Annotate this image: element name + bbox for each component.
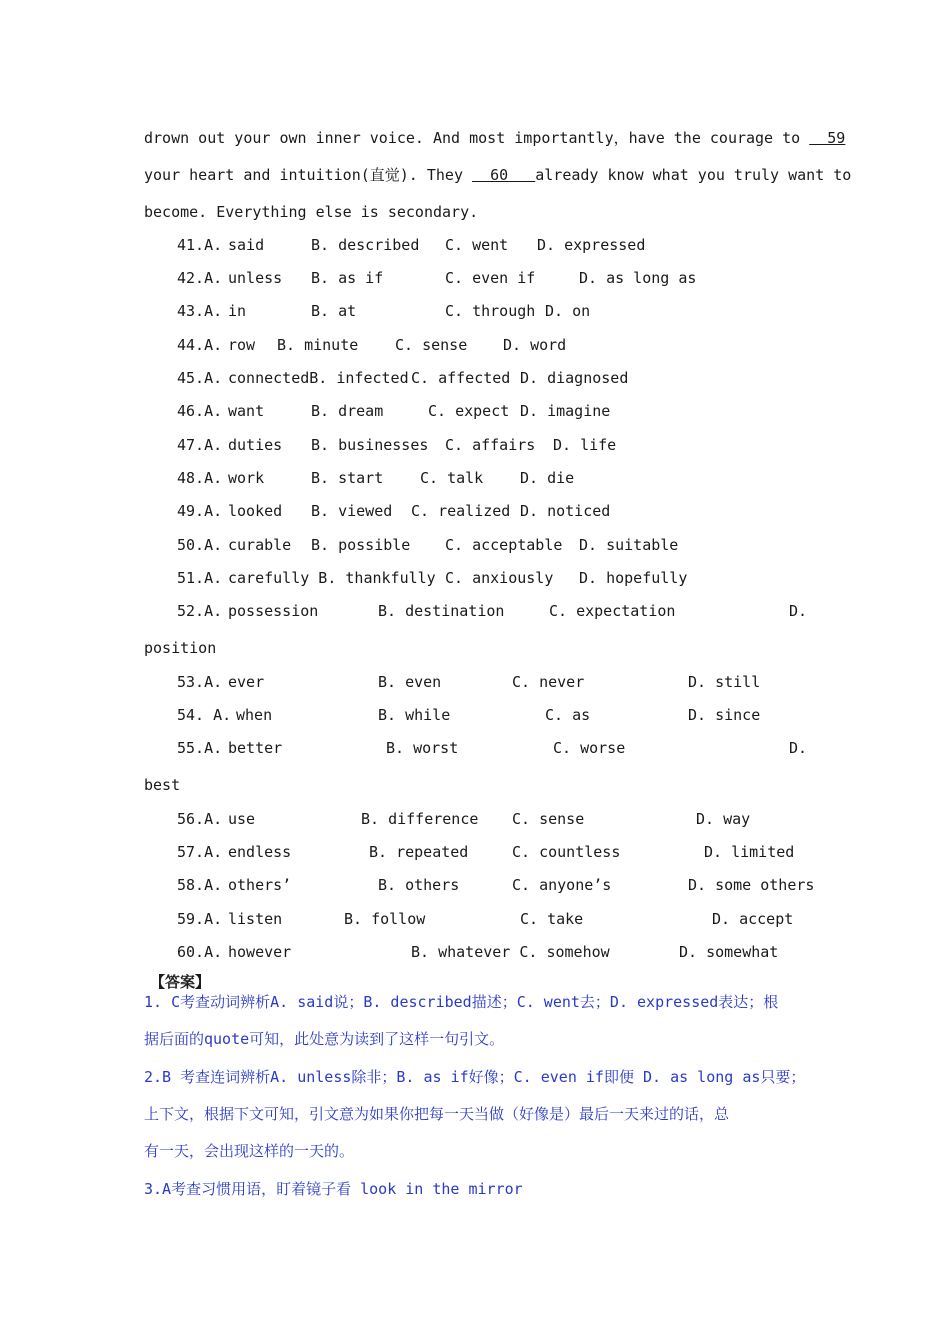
option-d: D. accept xyxy=(712,910,794,928)
question-57 xyxy=(177,842,795,862)
option-b: B. worst xyxy=(386,739,459,757)
question-number: 49.A. xyxy=(177,502,223,520)
question-43 xyxy=(177,301,591,321)
question-56 xyxy=(177,809,751,829)
option-a-b: carefully B. thankfully xyxy=(228,569,436,587)
option-c: C. realized xyxy=(411,502,511,520)
question-45 xyxy=(177,368,629,388)
option-c: C. anxiously xyxy=(445,569,554,587)
question-59 xyxy=(177,909,794,929)
question-number: 43.A. xyxy=(177,302,223,320)
option-a: use xyxy=(228,810,256,828)
option-b: B. as if xyxy=(311,269,384,287)
question-44 xyxy=(177,335,567,355)
option-b: B. businesses xyxy=(311,436,429,454)
option-a: others’ xyxy=(228,876,292,894)
option-b: B. dream xyxy=(311,402,384,420)
option-c: C. through xyxy=(445,302,536,320)
question-41 xyxy=(177,235,646,255)
question-number: 47.A. xyxy=(177,436,223,454)
question-60 xyxy=(177,942,779,962)
option-d: D. on xyxy=(545,302,591,320)
question-50 xyxy=(177,535,679,555)
answer-line: 3.A考查习惯用语，盯着镜子看 look in the mirror xyxy=(144,1180,523,1198)
option-d: D. limited xyxy=(704,843,795,861)
question-46 xyxy=(177,401,611,421)
question-number: 57.A. xyxy=(177,843,223,861)
option-c: C. talk xyxy=(420,469,484,487)
question-47 xyxy=(177,435,617,455)
question-54 xyxy=(177,705,761,725)
passage-text: already know what you truly want to xyxy=(535,166,852,184)
question-number: 60.A. xyxy=(177,943,223,961)
question-52 xyxy=(177,601,808,621)
option-c: C. worse xyxy=(553,739,626,757)
option-c: C. sense xyxy=(512,810,585,828)
option-d: D. as long as xyxy=(579,269,697,287)
question-49 xyxy=(177,501,611,521)
question-number: 44.A. xyxy=(177,336,223,354)
blank-59: 59 xyxy=(809,129,846,147)
option-d: D. word xyxy=(503,336,567,354)
option-b: B. follow xyxy=(344,910,426,928)
option-b: B. difference xyxy=(361,810,479,828)
question-51 xyxy=(177,568,688,588)
option-b: B. possible xyxy=(311,536,411,554)
answer-heading: 【答案】 xyxy=(150,973,211,991)
passage-line-2 xyxy=(144,165,851,185)
question-42 xyxy=(177,268,697,288)
option-c: C. expect xyxy=(428,402,510,420)
question-number: 41.A. xyxy=(177,236,223,254)
question-number: 56.A. xyxy=(177,810,223,828)
passage-line-3: become. Everything else is secondary. xyxy=(144,203,479,221)
answer-line: 有一天，会出现这样的一天的。 xyxy=(144,1142,355,1160)
option-c: C. as xyxy=(545,706,591,724)
answer-line: 据后面的quote可知，此处意为读到了这样一句引文。 xyxy=(144,1030,505,1048)
question-55-wrap: best xyxy=(144,776,181,794)
option-d: D. diagnosed xyxy=(520,369,629,387)
option-a: listen xyxy=(228,910,283,928)
option-c: C. never xyxy=(512,673,585,691)
question-number: 54. A. xyxy=(177,706,232,724)
option-a: curable xyxy=(228,536,292,554)
option-d: D. since xyxy=(688,706,761,724)
option-a: looked xyxy=(228,502,283,520)
option-c: C. countless xyxy=(512,843,621,861)
option-a: row xyxy=(228,336,256,354)
question-number: 45.A. xyxy=(177,369,223,387)
option-b: B. while xyxy=(378,706,451,724)
option-a: work xyxy=(228,469,265,487)
option-a-b: connectedB. infected xyxy=(228,369,409,387)
option-a: when xyxy=(236,706,273,724)
question-number: 59.A. xyxy=(177,910,223,928)
option-d: D. die xyxy=(520,469,575,487)
option-b: B. destination xyxy=(378,602,505,620)
option-a: want xyxy=(228,402,265,420)
question-55 xyxy=(177,738,808,758)
option-b: B. viewed xyxy=(311,502,393,520)
option-b: B. repeated xyxy=(369,843,469,861)
option-b-c: B. whatever C. somehow xyxy=(411,943,610,961)
question-number: 52.A. xyxy=(177,602,223,620)
option-d: D. some others xyxy=(688,876,815,894)
option-c: C. acceptable xyxy=(445,536,563,554)
option-d: D. hopefully xyxy=(579,569,688,587)
option-c: C. sense xyxy=(395,336,468,354)
question-58 xyxy=(177,875,815,895)
option-b: B. others xyxy=(378,876,460,894)
question-number: 48.A. xyxy=(177,469,223,487)
option-c: C. affairs xyxy=(445,436,536,454)
passage-text: drown out your own inner voice. And most importantly，have the courage to xyxy=(144,129,810,147)
question-number: 55.A. xyxy=(177,739,223,757)
option-a: said xyxy=(228,236,265,254)
option-b: B. minute xyxy=(277,336,359,354)
option-c: C. anyone’s xyxy=(512,876,612,894)
option-a: better xyxy=(228,739,283,757)
blank-60: 60 xyxy=(472,166,536,184)
option-d: D. xyxy=(789,739,808,757)
option-d: D. life xyxy=(553,436,617,454)
option-d: D. still xyxy=(688,673,761,691)
question-number: 42.A. xyxy=(177,269,223,287)
question-52-wrap: position xyxy=(144,639,217,657)
question-number: 51.A. xyxy=(177,569,223,587)
option-d: D. suitable xyxy=(579,536,679,554)
option-b: B. even xyxy=(378,673,442,691)
option-a: possession xyxy=(228,602,319,620)
option-a: ever xyxy=(228,673,265,691)
option-c: C. went xyxy=(445,236,509,254)
option-b: B. described xyxy=(311,236,420,254)
option-c: C. expectation xyxy=(549,602,676,620)
option-d: D. noticed xyxy=(520,502,611,520)
option-d: D. expressed xyxy=(537,236,646,254)
question-number: 46.A. xyxy=(177,402,223,420)
option-a: unless xyxy=(228,269,283,287)
question-48 xyxy=(177,468,575,488)
question-number: 53.A. xyxy=(177,673,223,691)
question-53 xyxy=(177,672,761,692)
answer-line: 上下文，根据下文可知，引文意为如果你把每一天当做（好像是）最后一天来过的话，总 xyxy=(144,1105,730,1123)
option-c: C. take xyxy=(520,910,584,928)
option-a: however xyxy=(228,943,292,961)
option-c: C. even if xyxy=(445,269,536,287)
option-d: D. imagine xyxy=(520,402,611,420)
option-b: B. start xyxy=(311,469,384,487)
passage-line-1 xyxy=(144,128,845,148)
question-number: 58.A. xyxy=(177,876,223,894)
question-number: 50.A. xyxy=(177,536,223,554)
option-d: D. somewhat xyxy=(679,943,779,961)
option-a: in xyxy=(228,302,247,320)
passage-text: your heart and intuition(直觉). They xyxy=(144,166,473,184)
answer-line: 2.B 考查连词辨析A. unless除非；B. as if好像；C. even if即便 D. as long as只要； xyxy=(144,1068,806,1086)
answer-line: 1. C考查动词辨析A. said说；B. described描述；C. went去；D. expressed表达；根 xyxy=(144,993,779,1011)
option-b: B. at xyxy=(311,302,357,320)
option-a: duties xyxy=(228,436,283,454)
option-d: D. xyxy=(789,602,808,620)
option-c: C. affected xyxy=(411,369,511,387)
option-a: endless xyxy=(228,843,292,861)
option-d: D. way xyxy=(696,810,751,828)
